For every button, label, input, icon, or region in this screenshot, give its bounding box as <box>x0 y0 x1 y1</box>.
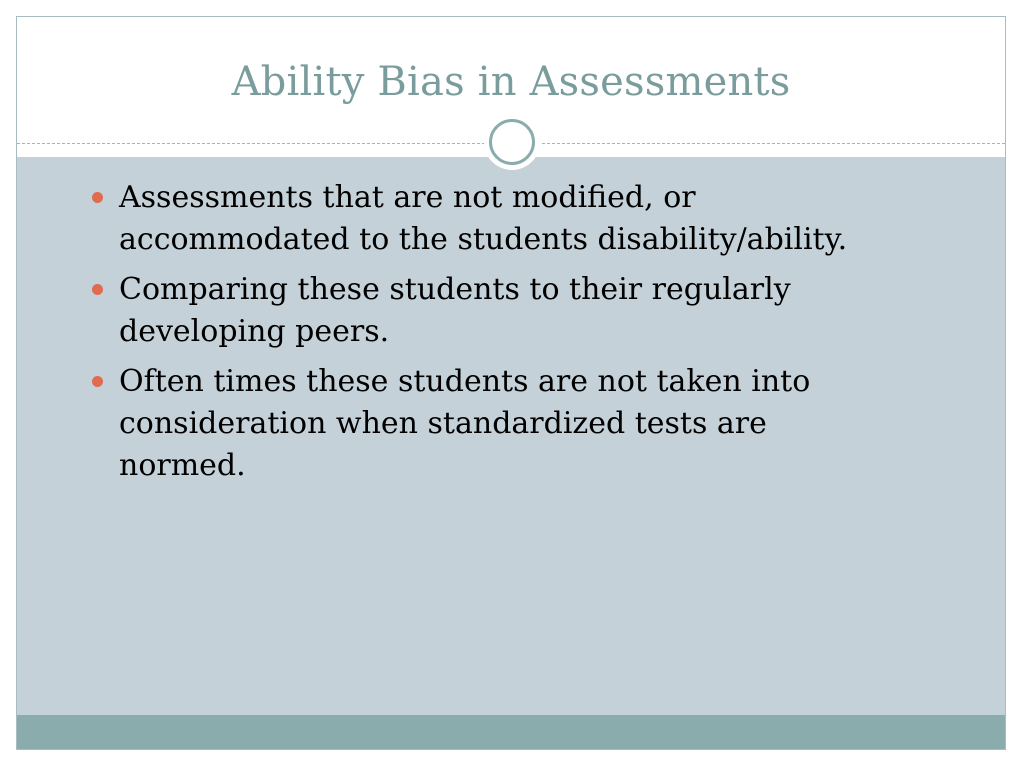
bullet-text: Often times these students are not taken into consideration when standardized tests are normed. <box>119 364 811 483</box>
circle-ornament-icon <box>484 114 540 170</box>
slide <box>16 16 1006 750</box>
bullet-text: Comparing these students to their regularly developing peers. <box>119 272 791 349</box>
bullet-list <box>92 177 892 495</box>
bullet-dot-icon <box>92 284 103 295</box>
bullet-item <box>92 269 892 353</box>
bullet-dot-icon <box>92 192 103 203</box>
bullet-text: Assessments that are not modified, or accommodated to the students disability/ability. <box>119 180 848 257</box>
slide-title: Ability Bias in Assessments <box>231 59 791 105</box>
bullet-item <box>92 361 892 487</box>
footer-bar <box>17 715 1005 749</box>
bullet-item <box>92 177 892 261</box>
bullet-dot-icon <box>92 376 103 387</box>
